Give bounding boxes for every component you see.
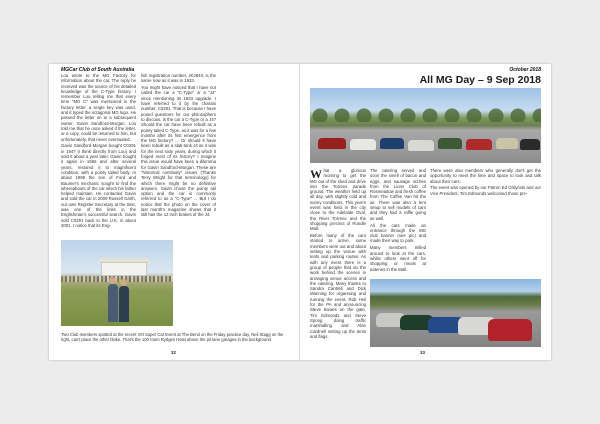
magazine-spread [49, 64, 551, 360]
photo-caption: Two Club members spotted at the recent VIII Super Car Event at The Bend on the Friday practice day, Neil Stagg on the right, can't place the other bloke. That's the 100 room Rydges Hotel above the pit lane garages in the background [61, 332, 284, 343]
left-column-2 [141, 73, 216, 219]
right-column-3 [430, 168, 541, 198]
paragraph: There were also members who generally don't get the opportunity to meet the time and space to look and talk about their cars. [430, 168, 541, 184]
right-column-2 [370, 168, 426, 273]
paragraph: All the cars made an entrance through the MG club banner (see pic) and made their way to park. [370, 222, 426, 244]
page-number-left: 32 [171, 350, 177, 355]
right-column-1 [310, 168, 366, 341]
paragraph: Many members milled around to look at the cars, whilst others went off for shopping or meals at eateries in the Mall. [370, 245, 426, 272]
right-page [300, 64, 551, 360]
paragraph: You might have noticed that I have not called the car a "C-Type" or a "J4" since mentioning its 1933 upgrade. I have referred to it by the chassis number, C0291. That is because I have posed questions for our philosophers to discuss. Is the car a C-Type or a J4? Should the car have been rebuilt as a pointy tailed C-Type, as it was for a few months after its first emergence from the MG factory? ... Or should it have been rebuilt as a slab-tank J4 as it was for the next sixty years, during which it forged most of its history? I imagine this issue would have been a dilemma for Gavin Sandford-Morgan. These are "historical continuity" issues (Thanks Terry Wright for that terminology) for which there might be no definitive answers. Gavin chose the pointy tail option and the car is commonly referred to as a "C-Type" ... But I do notice that the photo on the cover of last month's magazine shows that it still has the 12 inch brakes of the J4. [141, 85, 216, 218]
paragraph: The catering served and soon the smell of bacon and eggs, and sausage sizzles from the Lions Club of Rosmeadow and fresh coffee from The Coffee Van hit the air. There was also a tent setup to sell models of cars and they had a raffle going as well. [370, 168, 426, 221]
photo-club-members-at-the-bend [61, 240, 173, 326]
running-head-right: October 2018 [509, 67, 541, 73]
article-title: All MG Day – 9 Sep 2018 [419, 74, 541, 86]
paragraph: Lou wrote to the MG Factory for information about the car. The reply he received was the source of his detailed knowledge of the C-Type history. I remember Lou telling me that every time "MG C" was mentioned in the factory letter, a single key was used, and it typed the octagonal MG logo. He passed the letter on to a subsequent owner, Gavin Sandford-Morgan. Lou told me that he once asked if the letter, or a copy, could be returned to him, but unfortunately, that never eventuated. [61, 73, 136, 142]
drop-cap: W [310, 166, 322, 181]
photo-mg-cars-row [370, 279, 541, 347]
left-column-1 [61, 73, 136, 230]
paragraph: The event was opened by our Patron Ed Ordynski and our Vice President, Tim Edmonds welcomed those pre- [430, 185, 541, 196]
page-number-right: 33 [420, 350, 426, 355]
paragraph: lish registration number, JK2840, is the same now as it was in 1933. [141, 73, 216, 84]
paragraph [310, 168, 366, 232]
paragraph-text: hat a glorious morning to get the MG out of the shed and drive into the Torrens parade ground. The weather held up all day, with slightly cold and sunny conditions. This year's event was held in the city close to the Adelaide Oval, the River Torrens and the shopping precinct of Rundle Mall. [310, 168, 366, 232]
photo-mg-cars-parked [310, 88, 541, 163]
paragraph: Before many of the cars started to arrive, some members were out and about setting up the venue with tents and parking routes. As with any event there is a group of people that do the work behind the scenes in arranging venue access and the catering. Many thanks to Sandra Cantrell and Dick Manning for organising and running the event, Rob Heil for the PA and announcing Steve Bowes on the gate, Tim Edmonds and Steve Spong doing traffic marshalling and Alan Cardnell setting up the tents and flags. [310, 233, 366, 339]
left-page [49, 64, 300, 360]
running-head-left: MGCar Club of South Australia [61, 67, 135, 73]
paragraph: Gavin Sandford-Morgan bought C0291 in 1947 (I think directly from Lou) and sold it about a year later. Gavin bought it again in 1965 and after several years, restored it to magnificent condition, with a pointy tailed body. In about 1999 the son of Ford and Baumer's mechanic sought to find the whereabouts of the car which his father helped maintain. He contacted Gavin and sold the car in 2000 Russell Garth, our own Register Secretary at the time, was one of the links in the Englishman's successful search. Gavin sold C0291 back to the U.K. in about 2001. I notice that its Eng- [61, 143, 136, 228]
